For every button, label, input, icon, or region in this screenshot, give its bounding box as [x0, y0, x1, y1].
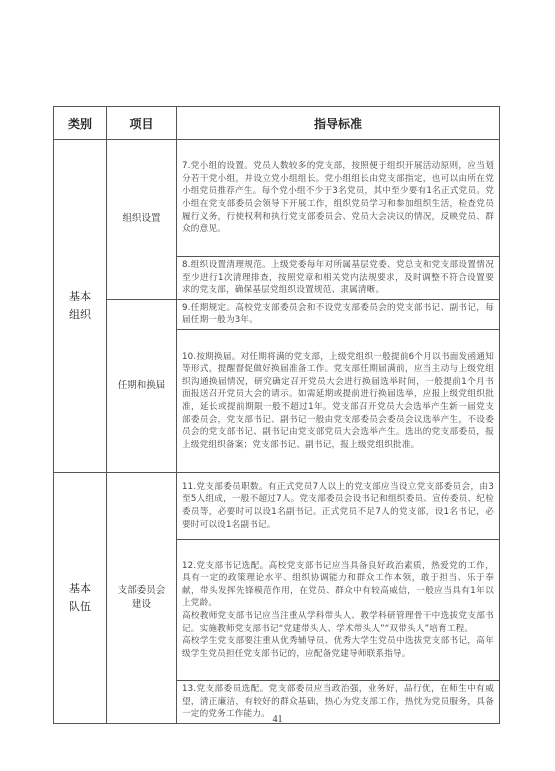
standard-text: 13.党支部委员选配。党支部委员应当政治强，业务好，品行优，在师生中有威望，清正廉洁，有较好的群众基础，热心为党支部工作，热忱为党员服务，具备一定的党务工作能力。	[182, 684, 494, 720]
category-label: 基本 队伍	[69, 581, 91, 613]
item-label: 组织设置	[122, 213, 161, 225]
standard-text: 10.按期换届。对任期将满的党支部，上级党组织一般提前6个月以书面发函通知等形式，提醒督促做好换届准备工作。党支部任期届满前，应当主动与上级党组织沟通换届情况，研究确定召开党员大会进行换届选举时间，一般提前1个月书面报送召开党员大会的请示。如需延期或提前进行换届选举，应报上级党组织批准，延长或提前期限一般不超过1年。党支部召开党员大会选举产生新一届党支部委员会，党支部书记、副书记一般由党支部委员会委员会议选举产生，不设委员会的党支部书记、副书记由党支部党员大会选举产生。选出的党支部委员，报上级党组织备案；党支部书记、副书记，报上级党组织批准。	[182, 351, 494, 450]
category-cell	[54, 472, 107, 723]
standard-cell	[177, 257, 500, 300]
standard-text: 7.党小组的设置。党员人数较多的党支部，按照便于组织开展活动原则，应当划分若干党小组，并设立党小组组长。党小组组长由党支部指定，也可以由所在党小组党员推荐产生。每个党小组不少于3名党员，其中至少要有1名正式党员。党小组在党支部委员会领导下开展工作，组织党员学习和参加组织生活，检查党员履行义务，行使权利和执行党支部委员会、党员大会决议的情况，反映党员、群众的意见。	[182, 161, 494, 235]
item-cell	[107, 472, 177, 723]
standard-cell	[177, 539, 500, 680]
standard-cell	[177, 299, 500, 329]
table-header-row	[54, 107, 500, 140]
standard-cell	[177, 140, 500, 257]
table-row	[54, 472, 500, 539]
category-label: 基本 组织	[69, 289, 91, 321]
category-cell	[54, 140, 107, 473]
standard-text: 12.党支部书记选配。高校党支部书记应当具备良好政治素质，热爱党的工作，具有一定的政策理论水平、组织协调能力和群众工作本领，敢于担当、乐于奉献，带头发挥先锋模范作用，在党员、群众中有较高威信，一般应当具有1年以上党龄。 高校教师党支部书记应当注重从学科带头人、教学科研管理骨干中选拔党支部书记。实施教师党支部书记“党建带头人、学术带头人”“双带头人”培育工程。 高校学生党支部要注重从优秀辅导员、优秀大学生党员中选拔党支部书记，高年级学生党员担任党支部书记的，应配备党建导师联系指导。	[182, 560, 494, 659]
table-row	[54, 299, 500, 329]
table-row	[54, 140, 500, 257]
guidance-table	[53, 106, 500, 724]
standard-text: 8.组织设置清理规范。上级党委每年对所属基层党委、党总支和党支部设置情况至少进行1次清理排查，按照党章和相关党内法规要求，及时调整不符合设置要求的党支部，确保基层党组织设置规范、隶属清晰。	[182, 260, 494, 296]
item-label: 支部委员会 建设	[117, 584, 166, 610]
header-category: 类别	[54, 107, 107, 140]
standard-cell	[177, 472, 500, 539]
header-standard: 指导标准	[177, 107, 500, 140]
standard-cell	[177, 329, 500, 472]
standard-text: 9.任期规定。高校党支部委员会和不设党支部委员会的党支部书记、副书记，每届任期一般为3年。	[182, 302, 494, 326]
page-number: 41	[272, 714, 283, 725]
header-item: 项目	[107, 107, 177, 140]
item-cell	[107, 140, 177, 300]
item-cell	[107, 299, 177, 472]
item-label: 任期和换届	[117, 379, 166, 391]
standard-text: 11.党支部委员职数。有正式党员7人以上的党支部应当设立党支部委员会，由3至5人组成，一般不超过7人。党支部委员会设书记和组织委员、宣传委员、纪检委员等，必要时可以设1名副书记。正式党员不足7人的党支部，设1名书记，必要时可以设1名副书记。	[182, 481, 494, 530]
